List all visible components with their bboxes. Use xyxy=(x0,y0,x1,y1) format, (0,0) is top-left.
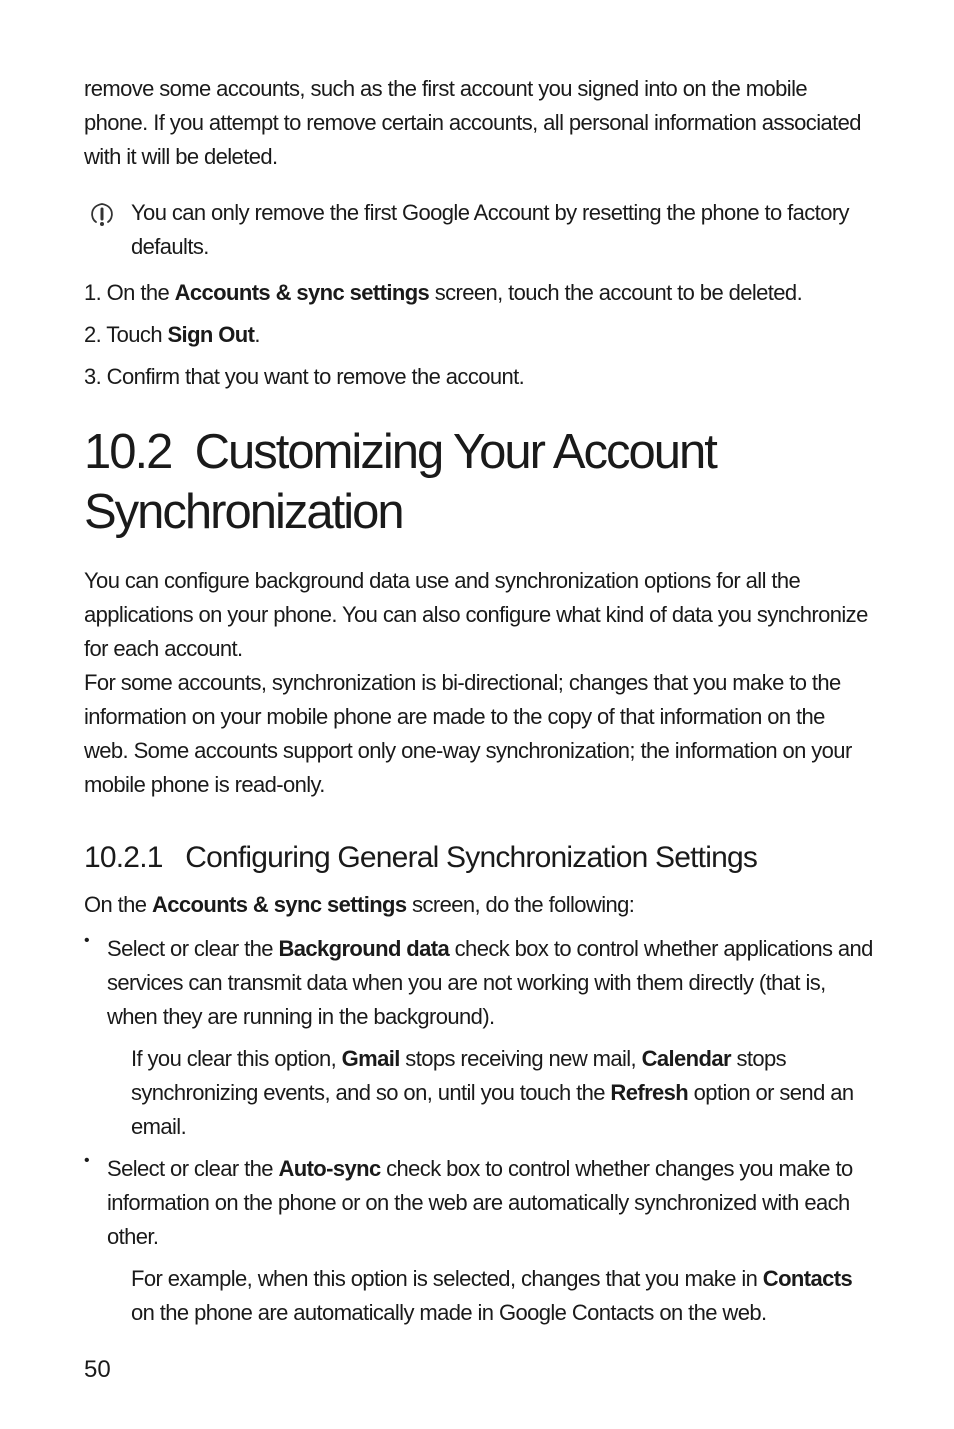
section-title: Customizing Your Account Synchronization xyxy=(84,425,716,539)
detail-1-d: stops synchronizing events, and so on, until you touch the xyxy=(131,1046,787,1105)
section-paragraph-1: You can configure background data use and synchronization options for all the applications on your phone. You can also configure what kind of data you synchronize for each account. xyxy=(84,568,868,661)
page-number: 50 xyxy=(84,1356,111,1383)
subsection-lead xyxy=(84,888,874,922)
bullet-2-text xyxy=(107,1152,874,1254)
step-1-prefix: 1. On the xyxy=(84,280,175,305)
lead-bold: Accounts & sync settings xyxy=(151,892,407,917)
bullet-2-suffix: check box to control whether changes you make to information on the phone or on the web are automatically synchronized with each other. xyxy=(107,1156,853,1249)
bullet-background-data xyxy=(84,932,874,1034)
subsection-number: 10.2.1 xyxy=(84,841,163,874)
step-3: 3. Confirm that you want to remove the account. xyxy=(84,364,525,389)
detail-1-gmail: Gmail xyxy=(341,1046,400,1071)
step-1-bold: Accounts & sync settings xyxy=(174,280,430,305)
step-1-suffix: screen, touch the account to be deleted. xyxy=(429,280,803,305)
lead-prefix: On the xyxy=(84,892,152,917)
intro-paragraph: remove some accounts, such as the first account you signed into on the mobile phone. If you attempt to remove certain accounts, all personal information associated with it will be deleted. xyxy=(84,76,861,169)
subsection-heading xyxy=(84,838,874,878)
detail-1-e: option or send an email. xyxy=(131,1080,854,1139)
bullet-1-detail xyxy=(84,1042,874,1144)
bullet-2-prefix: Select or clear the xyxy=(107,1156,279,1181)
bullet-auto-sync xyxy=(84,1152,874,1254)
bullet-1-bold: Background data xyxy=(278,936,450,961)
detail-1-c: stops receiving new mail, xyxy=(399,1046,642,1071)
page-content xyxy=(84,72,874,1338)
bullet-1-text xyxy=(107,932,874,1034)
detail-2-c: on the phone are automatically made in Google Contacts on the web. xyxy=(131,1300,767,1325)
section-number: 10.2 xyxy=(84,425,172,479)
bullet-1-suffix: check box to control whether applications and services can transmit data when you are not working with them directly (that is, when they are running in the background). xyxy=(107,936,873,1029)
note-text: You can only remove the first Google Account by resetting the phone to factory defaults. xyxy=(131,200,849,259)
step-2-prefix: 2. Touch xyxy=(84,322,168,347)
step-2-bold: Sign Out xyxy=(167,322,255,347)
subsection-title: Configuring General Synchronization Settings xyxy=(185,841,758,874)
note-box xyxy=(84,196,874,264)
bullet-2-detail xyxy=(84,1262,874,1330)
detail-1-calendar: Calendar xyxy=(641,1046,731,1071)
detail-1-a: If you clear this option, xyxy=(131,1046,342,1071)
lead-suffix: screen, do the following: xyxy=(406,892,635,917)
step-2 xyxy=(84,318,874,352)
bullet-marker: • xyxy=(84,932,90,949)
bullet-marker: • xyxy=(84,1152,90,1169)
section-heading xyxy=(84,422,874,542)
exclamation-bulb-icon xyxy=(86,200,118,232)
section-paragraph-2: For some accounts, synchronization is bi-directional; changes that you make to the information on your mobile phone are made to the copy of that information on the web. Some accounts support only one-way synchronization; the information on your mobile phone is read-only. xyxy=(84,670,852,797)
detail-1-refresh: Refresh xyxy=(610,1080,689,1105)
bullet-1-prefix: Select or clear the xyxy=(107,936,279,961)
detail-2-a: For example, when this option is selected, changes that you make in xyxy=(131,1266,763,1291)
step-2-suffix: . xyxy=(254,322,260,347)
bullet-2-bold: Auto-sync xyxy=(278,1156,381,1181)
detail-2-contacts: Contacts xyxy=(762,1266,853,1291)
step-1 xyxy=(84,276,874,310)
